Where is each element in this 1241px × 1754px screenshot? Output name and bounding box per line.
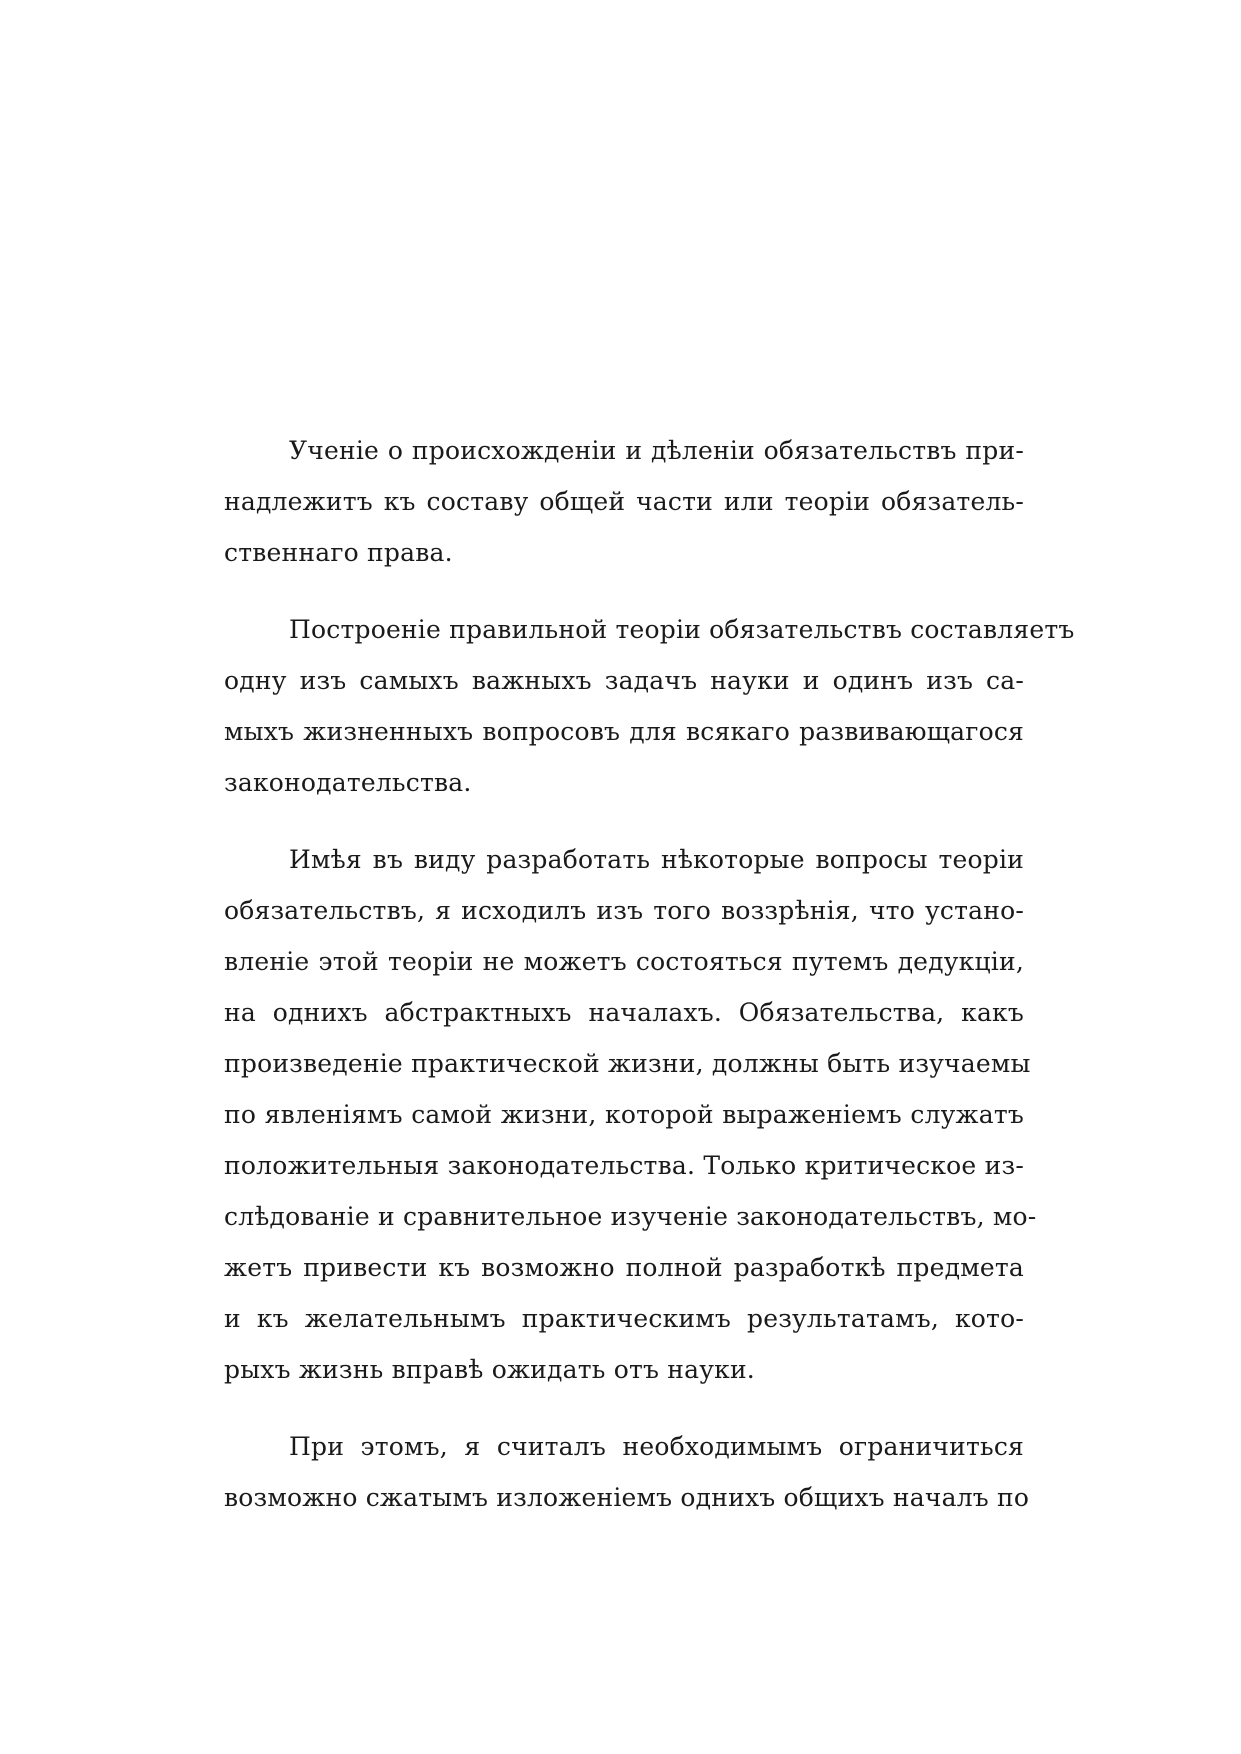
- text-line: жетъ привести къ возможно полной разработкѣ предмета: [224, 1253, 1024, 1282]
- text-line: рыхъ жизнь вправѣ ожидать отъ науки.: [224, 1355, 755, 1384]
- text-line: Построеніе правильной теоріи обязательствъ составляетъ: [289, 615, 1075, 644]
- text-line: положительныя законодательства. Только критическое из-: [224, 1151, 1024, 1180]
- body-text: [224, 425, 1075, 1549]
- text-line: законодательства.: [224, 768, 472, 797]
- paragraph-3: [224, 834, 1037, 1395]
- text-line: вленіе этой теоріи не можетъ состояться путемъ дедукціи,: [224, 947, 1024, 976]
- text-line: возможно сжатымъ изложеніемъ однихъ общихъ началъ по: [224, 1483, 1030, 1512]
- text-line: произведеніе практической жизни, должны быть изучаемы: [224, 1049, 1031, 1078]
- text-line: Ученіе о происхожденіи и дѣленіи обязательствъ при-: [289, 436, 1024, 465]
- paragraph-1: [224, 425, 1024, 578]
- text-line: и къ желательнымъ практическимъ результатамъ, кото-: [224, 1304, 1024, 1333]
- paragraph-2: [224, 604, 1075, 808]
- text-line: мыхъ жизненныхъ вопросовъ для всякаго развивающагося: [224, 717, 1024, 746]
- text-line: обязательствъ, я исходилъ изъ того воззрѣнія, что устано-: [224, 896, 1024, 925]
- text-line: на однихъ абстрактныхъ началахъ. Обязательства, какъ: [224, 998, 1024, 1027]
- text-line: одну изъ самыхъ важныхъ задачъ науки и одинъ изъ са-: [224, 666, 1024, 695]
- text-line: слѣдованіе и сравнительное изученіе законодательствъ, мо-: [224, 1202, 1037, 1231]
- text-line: Имѣя въ виду разработать нѣкоторые вопросы теоріи: [289, 845, 1024, 874]
- text-line: ственнаго права.: [224, 538, 453, 567]
- text-line: При этомъ, я считалъ необходимымъ ограничиться: [289, 1432, 1024, 1461]
- text-line: по явленіямъ самой жизни, которой выраженіемъ служатъ: [224, 1100, 1024, 1129]
- text-line: надлежитъ къ составу общей части или теоріи обязатель-: [224, 487, 1024, 516]
- paragraph-4: [224, 1421, 1030, 1523]
